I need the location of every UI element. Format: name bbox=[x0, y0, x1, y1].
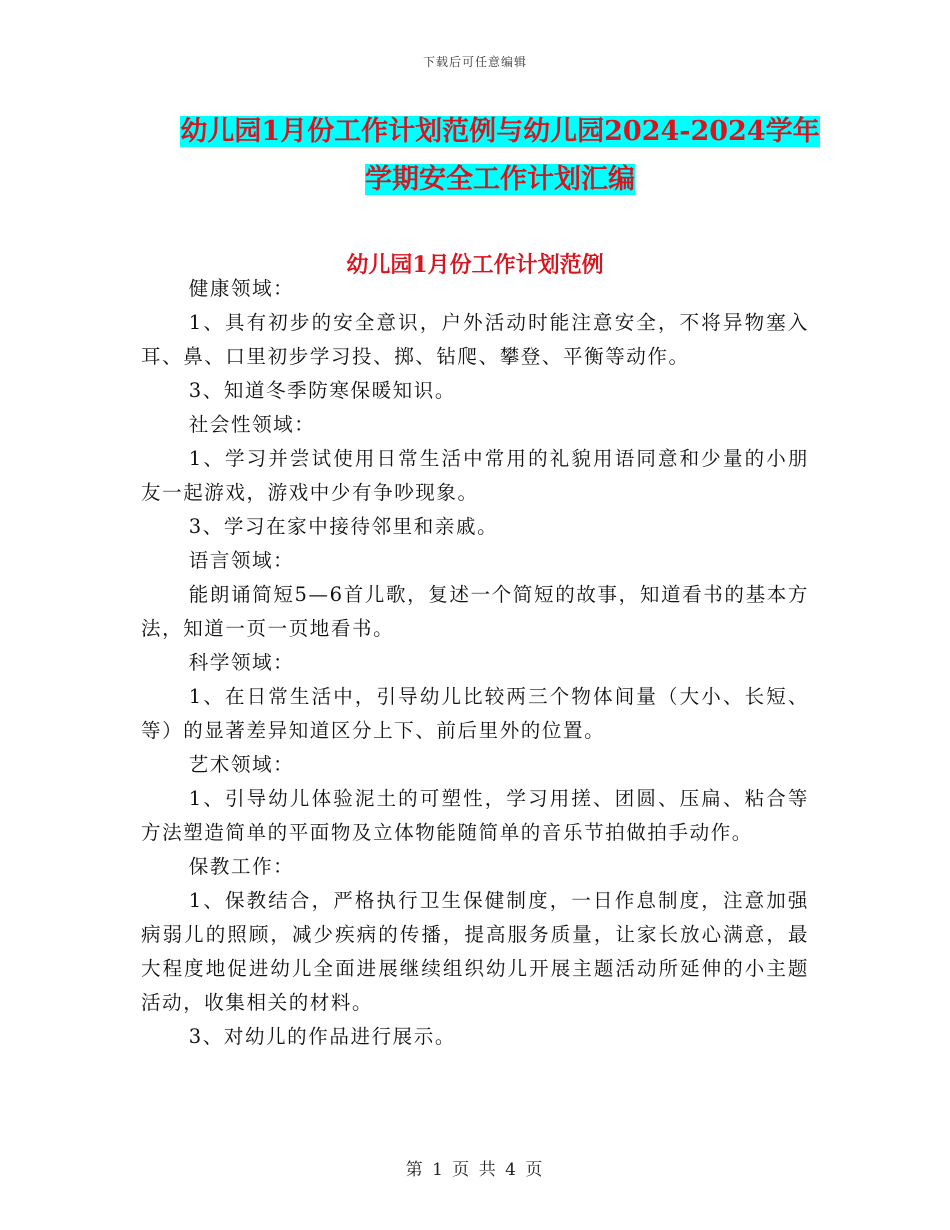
paragraph: 1、在日常生活中，引导幼儿比较两三个物体间量（大小、长短、等）的显著差异知道区分上下、前后里外的位置。 bbox=[141, 685, 809, 742]
paragraph: 保教工作： bbox=[188, 855, 295, 878]
paragraph: 3、学习在家中接待邻里和亲戚。 bbox=[188, 515, 499, 538]
section-title: 幼儿园1月份工作计划范例 bbox=[346, 252, 604, 278]
document-title-line-2: 学期安全工作计划汇编 bbox=[365, 164, 635, 195]
header-note: 下载后可任意编辑 bbox=[422, 55, 527, 69]
paragraph: 1、具有初步的安全意识，户外活动时能注意安全，不将异物塞入耳、鼻、口里初步学习投、掷、钻爬、攀登、平衡等动作。 bbox=[141, 311, 809, 368]
paragraph: 1、引导幼儿体验泥土的可塑性，学习用搓、团圆、压扁、粘合等方法塑造简单的平面物及立体物能随简单的音乐节拍做拍手动作。 bbox=[141, 787, 809, 844]
paragraph: 艺术领域： bbox=[188, 753, 295, 776]
document-title bbox=[140, 108, 860, 204]
document-body bbox=[141, 272, 809, 1054]
document-title-line-1: 幼儿园1月份工作计划范例与幼儿园2024-2024学年 bbox=[180, 116, 820, 147]
paragraph: 社会性领域： bbox=[188, 413, 316, 436]
paragraph: 能朗诵简短5—6首儿歌，复述一个简短的故事，知道看书的基本方法，知道一页一页地看书。 bbox=[141, 583, 809, 640]
paragraph: 科学领域： bbox=[188, 651, 295, 674]
paragraph: 1、学习并尝试使用日常生活中常用的礼貌用语同意和少量的小朋友一起游戏，游戏中少有争吵现象。 bbox=[141, 447, 809, 504]
page-number-footer: 第 1 页 共 4 页 bbox=[405, 1160, 545, 1180]
paragraph: 健康领域： bbox=[188, 277, 295, 300]
paragraph: 3、对幼儿的作品进行展示。 bbox=[188, 1025, 456, 1048]
paragraph: 1、保教结合，严格执行卫生保健制度，一日作息制度，注意加强病弱儿的照顾，减少疾病的传播，提高服务质量，让家长放心满意，最大程度地促进幼儿全面进展继续组织幼儿开展主题活动所延伸的小主题活动，收集相关的材料。 bbox=[141, 889, 809, 1014]
paragraph: 语言领域： bbox=[188, 549, 295, 572]
paragraph: 3、知道冬季防寒保暖知识。 bbox=[188, 379, 456, 402]
